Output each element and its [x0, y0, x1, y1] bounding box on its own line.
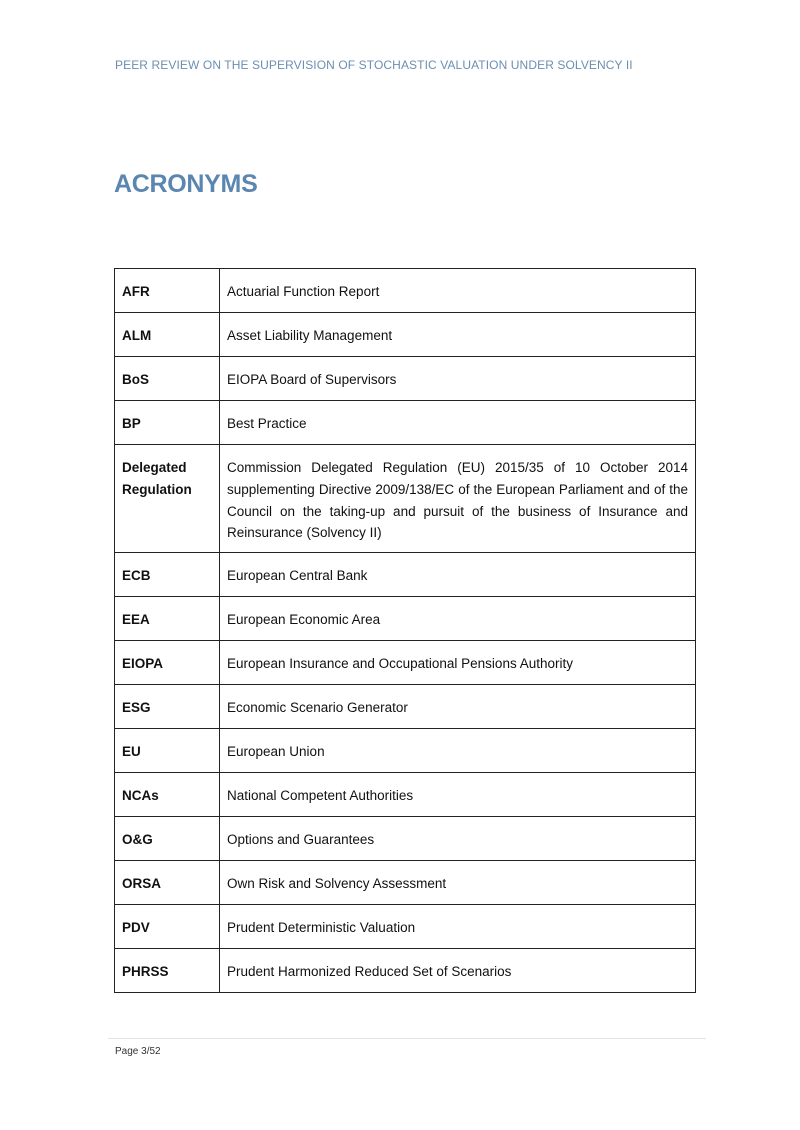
acronym-definition: European Economic Area: [220, 597, 696, 641]
table-row: [115, 905, 696, 949]
acronym-definition: Prudent Deterministic Valuation: [220, 905, 696, 949]
table-row: [115, 597, 696, 641]
acronym-term: BoS: [115, 357, 220, 401]
acronym-term: EIOPA: [115, 641, 220, 685]
acronym-definition: National Competent Authorities: [220, 773, 696, 817]
acronym-definition: Asset Liability Management: [220, 313, 696, 357]
table-row: [115, 313, 696, 357]
acronym-term: ESG: [115, 685, 220, 729]
acronym-definition: Best Practice: [220, 401, 696, 445]
acronym-definition: Commission Delegated Regulation (EU) 2015/35 of 10 October 2014 supplementing Directive 2009/138/EC of the European Parliament and of the Council on the taking-up and pursuit of the business of Insurance and Reinsurance (Solvency II): [220, 445, 696, 553]
table-row: [115, 269, 696, 313]
table-row: [115, 817, 696, 861]
table-row: [115, 357, 696, 401]
page-number: Page 3/52: [115, 1046, 161, 1057]
page-title: ACRONYMS: [114, 170, 258, 198]
table-row: [115, 401, 696, 445]
acronym-term: EU: [115, 729, 220, 773]
acronym-term: ECB: [115, 553, 220, 597]
acronym-term: BP: [115, 401, 220, 445]
footer-divider: [108, 1038, 706, 1039]
acronym-term: NCAs: [115, 773, 220, 817]
acronym-definition: Prudent Harmonized Reduced Set of Scenarios: [220, 949, 696, 993]
acronym-term: O&G: [115, 817, 220, 861]
table-row: [115, 729, 696, 773]
table-row: [115, 641, 696, 685]
acronym-definition: European Central Bank: [220, 553, 696, 597]
acronym-table: [114, 268, 696, 993]
table-row: [115, 553, 696, 597]
table-row: [115, 773, 696, 817]
acronym-definition: European Union: [220, 729, 696, 773]
acronym-definition: Own Risk and Solvency Assessment: [220, 861, 696, 905]
running-header: PEER REVIEW ON THE SUPERVISION OF STOCHASTIC VALUATION UNDER SOLVENCY II: [115, 58, 633, 72]
acronym-term: PHRSS: [115, 949, 220, 993]
table-row: [115, 861, 696, 905]
acronym-term: ORSA: [115, 861, 220, 905]
table-row: [115, 685, 696, 729]
acronym-definition: EIOPA Board of Supervisors: [220, 357, 696, 401]
acronym-term: EEA: [115, 597, 220, 641]
acronym-term: Delegated Regulation: [115, 445, 220, 553]
table-row: [115, 445, 696, 553]
acronym-definition: European Insurance and Occupational Pensions Authority: [220, 641, 696, 685]
acronym-definition: Actuarial Function Report: [220, 269, 696, 313]
table-row: [115, 949, 696, 993]
acronym-term: ALM: [115, 313, 220, 357]
acronym-definition: Options and Guarantees: [220, 817, 696, 861]
acronym-term: PDV: [115, 905, 220, 949]
acronym-definition: Economic Scenario Generator: [220, 685, 696, 729]
acronym-term: AFR: [115, 269, 220, 313]
